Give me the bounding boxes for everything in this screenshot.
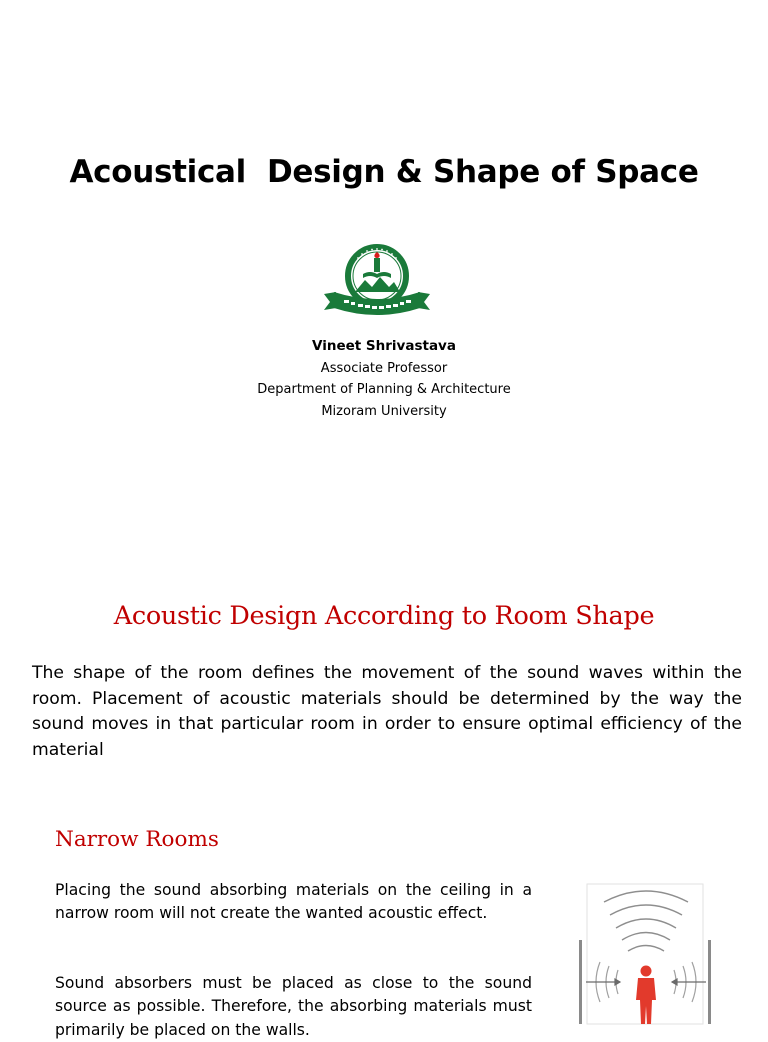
body-paragraph-2: Sound absorbers must be placed as close to the sound source as possible. Therefore, the absorbing materials must primarily be placed on the walls. [55,974,532,1039]
author-department: Department of Planning & Architecture [257,382,511,397]
section-title: Acoustic Design According to Room Shape [113,601,655,631]
university-seal-icon [322,244,432,320]
sound-waves-illustration-icon [576,882,716,1024]
author-block [0,336,768,422]
body-paragraph-1: Placing the sound absorbing materials on the ceiling in a narrow room will not create the wanted acoustic effect. [55,881,532,923]
author-position: Associate Professor [320,360,448,376]
author-institution: Mizoram University [321,403,447,419]
intro-paragraph: The shape of the room defines the movement of the sound waves within the room. Placement of acoustic materials should be determined by the way the sound moves in that particular room in order to ensure optimal efficiency of the material [32,663,742,760]
slide-title: Acoustical Design & Shape of Space [69,154,699,190]
university-logo [322,244,432,320]
author-name: Vineet Shrivastava [312,338,456,354]
narrow-room-figure [576,882,716,1024]
subheading-narrow-rooms: Narrow Rooms [55,827,219,852]
